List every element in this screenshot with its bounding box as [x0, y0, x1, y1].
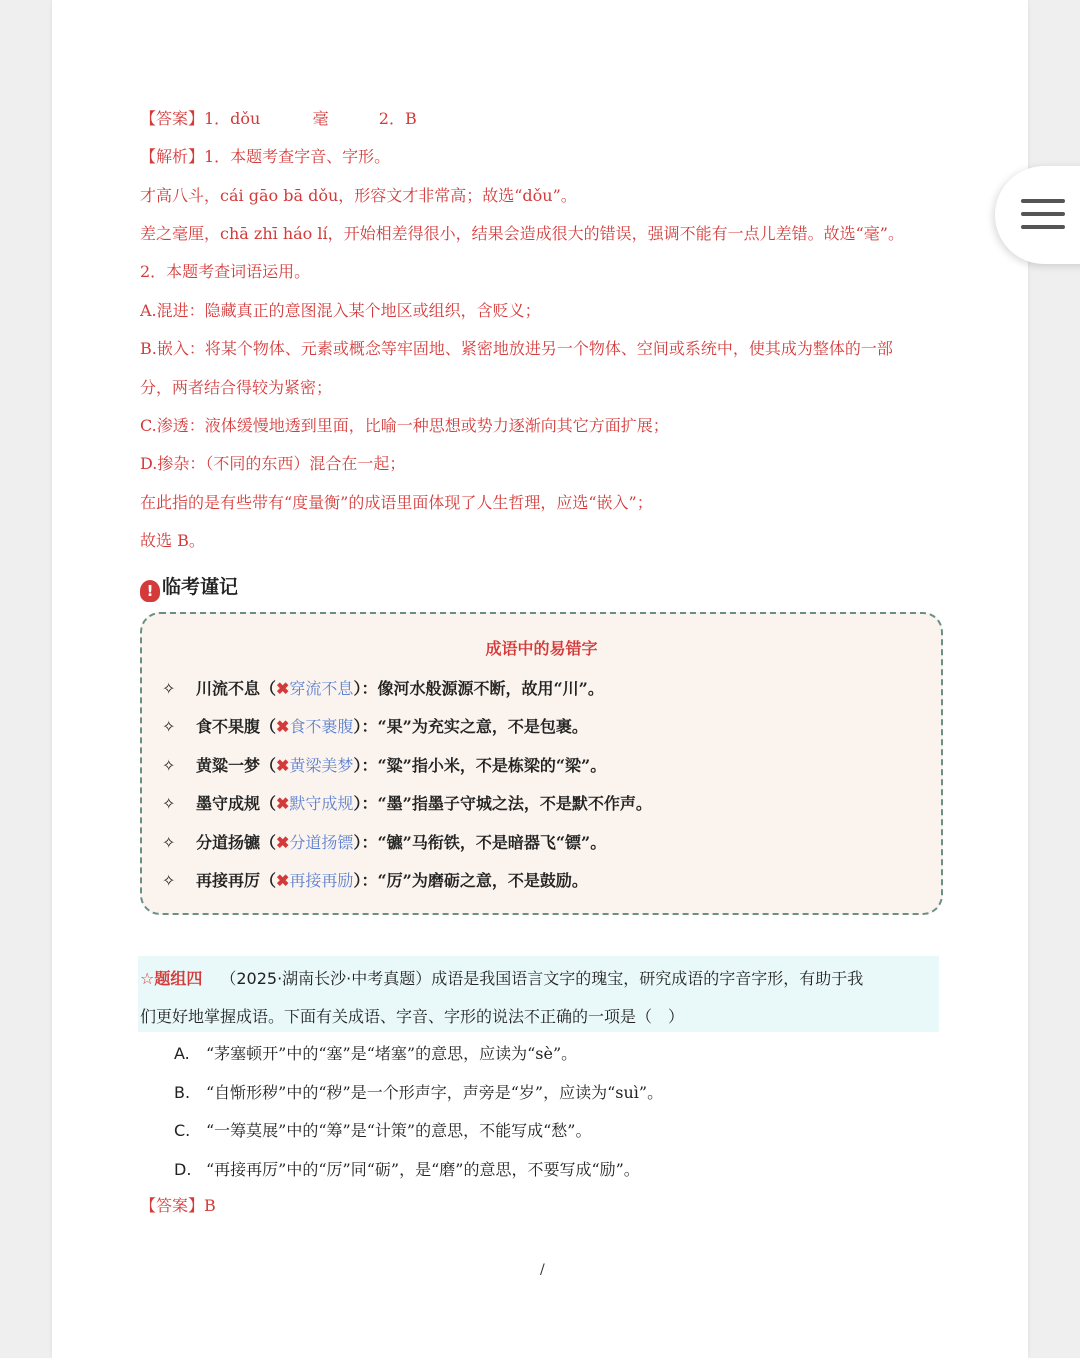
notes-box-title: 成语中的易错字 [485, 639, 598, 658]
list-item [162, 676, 604, 699]
wrong-idiom: 再接再励 [289, 871, 354, 890]
notes-box [140, 612, 943, 915]
option-a [174, 1041, 577, 1064]
correct-idiom: 川流不息（ [196, 679, 277, 698]
explanation: ）：“粱”指小米，不是栋梁的“梁”。 [353, 756, 607, 775]
diamond-star-icon: ✧ [162, 717, 176, 736]
question-text-1: （2025·湖南长沙·中考真题）成语是我国语言文字的瑰宝，研究成语的字音字形，有助于我 [220, 969, 864, 988]
notes-heading [140, 572, 238, 602]
analysis-line: 才高八斗，cái gāo bā dǒu，形容文才非常高；故选“dǒu”。 [140, 186, 577, 205]
list-item [162, 791, 652, 814]
option-text: “再接再厉”中的“厉”同“砺”，是“磨”的意思，不要写成“励”。 [206, 1160, 640, 1179]
list-item [162, 714, 588, 737]
diamond-star-icon: ✧ [162, 833, 176, 852]
answer-part2: 2．B [378, 109, 417, 128]
option-letter: D. [174, 1160, 192, 1179]
diamond-star-icon: ✧ [162, 756, 176, 775]
explanation: ）：“镳”马衔铁，不是暗器飞“镖”。 [353, 833, 607, 852]
notes-heading-text: 临考谨记 [162, 576, 239, 598]
menu-icon [1021, 199, 1065, 203]
cross-icon: ✖ [276, 756, 290, 775]
correct-idiom: 分道扬镳（ [196, 833, 277, 852]
cross-icon: ✖ [276, 833, 290, 852]
option-letter: B. [174, 1083, 191, 1102]
lightbulb-icon: ! [140, 580, 160, 602]
analysis-line: 故选 B。 [140, 531, 205, 550]
page-number: / [540, 1262, 545, 1278]
diamond-star-icon: ✧ [162, 871, 176, 890]
diamond-star-icon: ✧ [162, 679, 176, 698]
analysis-line: 差之毫厘，chā zhī háo lí，开始相差得很小，结果会造成很大的错误，强调不能有一点儿差错。故选“毫”。 [140, 224, 904, 243]
option-d [174, 1157, 640, 1180]
analysis-line: D.掺杂：（不同的东西）混合在一起； [140, 454, 406, 473]
diamond-star-icon: ✧ [162, 794, 176, 813]
menu-icon-bar [1021, 225, 1065, 229]
correct-idiom: 墨守成规（ [196, 794, 277, 813]
option-b [174, 1080, 663, 1103]
question-stem-line2: 们更好地掌握成语。下面有关成语、字音、字形的说法不正确的一项是（ ） [140, 1007, 685, 1026]
wrong-idiom: 分道扬镖 [289, 833, 354, 852]
analysis-line: 2．本题考查词语运用。 [140, 262, 311, 281]
cross-icon: ✖ [276, 717, 290, 736]
cross-icon: ✖ [276, 871, 290, 890]
wrong-idiom: 黄梁美梦 [289, 756, 354, 775]
analysis-line: A.混进：隐藏真正的意图混入某个地区或组织，含贬义； [140, 301, 541, 320]
analysis-line: B.嵌入：将某个物体、元素或概念等牢固地、紧密地放进另一个物体、空间或系统中，使其成为整体的一部 [140, 339, 893, 358]
option-text: “自惭形秽”中的“秽”是一个形声字，声旁是“岁”，应读为“suì”。 [206, 1083, 664, 1102]
wrong-idiom: 默守成规 [289, 794, 354, 813]
correct-idiom: 黄粱一梦（ [196, 756, 277, 775]
analysis-line: 【解析】1．本题考查字音、字形。 [140, 147, 391, 166]
list-item [162, 830, 606, 853]
question-answer: 【答案】B [140, 1196, 216, 1215]
explanation: ）：像河水般源源不断，故用“川”。 [353, 679, 604, 698]
analysis-line: 在此指的是有些带有“度量衡”的成语里面体现了人生哲理，应选“嵌入”； [140, 493, 653, 512]
explanation: ）：“果”为充实之意，不是包裹。 [353, 717, 588, 736]
answer-label: 【答案】1．dǒu [140, 109, 261, 128]
option-letter: A. [174, 1044, 190, 1063]
correct-idiom: 食不果腹（ [196, 717, 277, 736]
analysis-line: C.渗透：液体缓慢地透到里面，比喻一种思想或势力逐渐向其它方面扩展； [140, 416, 669, 435]
option-text: “茅塞顿开”中的“塞”是“堵塞”的意思，应读为“sè”。 [206, 1044, 578, 1063]
answer-blank-2: 毫 [312, 109, 329, 128]
wrong-idiom: 食不裹腹 [289, 717, 354, 736]
correct-idiom: 再接再厉（ [196, 871, 277, 890]
wrong-idiom: 穿流不息 [289, 679, 354, 698]
option-letter: C. [174, 1121, 191, 1140]
cross-icon: ✖ [276, 794, 290, 813]
cross-icon: ✖ [276, 679, 290, 698]
question-group-tag: ☆题组四 [140, 969, 203, 988]
list-item [162, 868, 588, 891]
option-c [174, 1118, 591, 1141]
menu-icon-bar [1021, 212, 1065, 216]
explanation: ）：“厉”为磨砺之意，不是鼓励。 [353, 871, 588, 890]
analysis-line: 分，两者结合得较为紧密； [140, 378, 333, 397]
list-item [162, 753, 606, 776]
answer-line [140, 109, 417, 129]
option-text: “一筹莫展”中的“筹”是“计策”的意思，不能写成“愁”。 [206, 1121, 592, 1140]
explanation: ）：“墨”指墨子守城之法，不是默不作声。 [353, 794, 652, 813]
question-stem-line1 [140, 966, 863, 989]
